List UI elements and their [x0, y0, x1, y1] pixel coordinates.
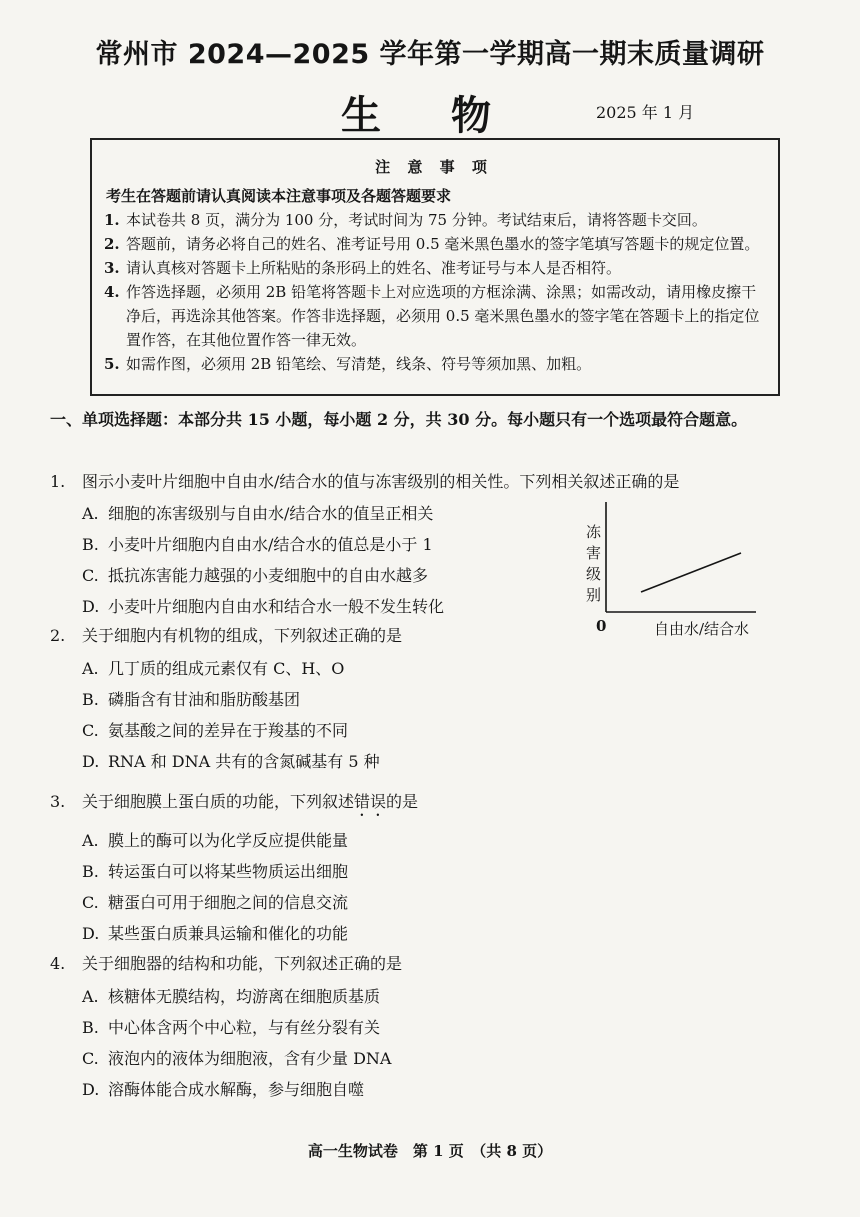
- option-label: D.: [82, 752, 100, 771]
- question-stem: [50, 470, 810, 494]
- exam-date: 2025 年 1 月: [596, 103, 695, 122]
- option-text: 几丁质的组成元素仅有 C、H、O: [108, 659, 345, 678]
- option-label: B.: [82, 1018, 99, 1037]
- notice-title: 注 意 事 项: [375, 158, 493, 176]
- option-b: [50, 684, 810, 715]
- notice-item-number: 5.: [104, 355, 120, 373]
- option-label: C.: [82, 1049, 99, 1068]
- option-label: A.: [82, 987, 99, 1006]
- option-text: 氨基酸之间的差异在于羧基的不同: [108, 721, 349, 740]
- question-4: [50, 952, 810, 1105]
- question-stem: [50, 790, 810, 820]
- notice-item: [104, 208, 764, 232]
- option-text: 中心体含两个中心粒，与有丝分裂有关: [108, 1018, 381, 1037]
- option-a: [50, 653, 810, 684]
- option-d: [50, 746, 810, 777]
- graph-ylabel: 别: [586, 586, 602, 604]
- notice-item-number: 4.: [104, 283, 120, 301]
- question-3: [50, 790, 810, 949]
- option-b: [50, 1012, 810, 1043]
- notice-item-number: 3.: [104, 259, 120, 277]
- option-text: 糖蛋白可用于细胞之间的信息交流: [108, 893, 349, 912]
- graph-xlabel: 自由水/结合水: [654, 620, 750, 638]
- emphasized-word: 错误: [354, 792, 387, 811]
- notice-item-text: 请认真核对答题卡上所粘贴的条形码上的姓名、准考证号与本人是否相符。: [126, 259, 622, 277]
- notice-item-number: 2.: [104, 235, 120, 253]
- question-2: [50, 624, 810, 777]
- option-text: 某些蛋白质兼具运输和催化的功能: [108, 924, 349, 943]
- question-text: [82, 790, 418, 820]
- question-number: 4.: [50, 954, 66, 973]
- graph-ylabel: 冻: [586, 523, 602, 541]
- option-c: [50, 715, 810, 746]
- option-label: C.: [82, 893, 99, 912]
- option-label: C.: [82, 566, 99, 585]
- option-label: D.: [82, 1080, 100, 1099]
- notice-intro: 考生在答题前请认真阅读本注意事项及各题答题要求: [106, 187, 452, 205]
- option-text: 小麦叶片细胞内自由水和结合水一般不发生转化: [108, 597, 445, 616]
- option-text: 小麦叶片细胞内自由水/结合水的值总是小于 1: [108, 535, 433, 554]
- notice-item-text: 本试卷共 8 页，满分为 100 分，考试时间为 75 分钟。考试结束后，请将答题卡交回。: [126, 211, 707, 229]
- notice-item-text: 如需作图，必须用 2B 铅笔绘、写清楚，线条、符号等须加黑、加粗。: [126, 355, 592, 373]
- option-b: [50, 856, 810, 887]
- question-text-part: 关于细胞膜上蛋白质的功能，下列叙述: [82, 792, 355, 811]
- graph-ylabel: 害: [586, 544, 602, 562]
- option-text: 核糖体无膜结构，均游离在细胞质基质: [108, 987, 381, 1006]
- question-stem: [50, 952, 810, 976]
- option-a: [50, 981, 810, 1012]
- option-text: 细胞的冻害级别与自由水/结合水的值呈正相关: [108, 504, 434, 523]
- exam-title: 常州市 2024—2025 学年第一学期高一期末质量调研: [95, 39, 765, 70]
- graph-trend-line: [641, 553, 741, 592]
- graph-ylabel: 级: [586, 565, 602, 583]
- page-footer: 高一生物试卷 第 1 页 （共 8 页）: [307, 1142, 553, 1160]
- question-text: 图示小麦叶片细胞中自由水/结合水的值与冻害级别的相关性。下列相关叙述正确的是: [82, 472, 680, 491]
- question-text: 关于细胞器的结构和功能，下列叙述正确的是: [82, 954, 403, 973]
- option-label: B.: [82, 535, 99, 554]
- option-text: 抵抗冻害能力越强的小麦细胞中的自由水越多: [108, 566, 429, 585]
- question-number: 1.: [50, 472, 66, 491]
- notice-item: [104, 352, 764, 376]
- option-text: RNA 和 DNA 共有的含氮碱基有 5 种: [108, 752, 380, 771]
- option-text: 转运蛋白可以将某些物质运出细胞: [108, 862, 349, 881]
- notice-item-text: 作答选择题，必须用 2B 铅笔将答题卡上对应选项的方框涂满、涂黑；如需改动，请用橡皮擦干净后，再选涂其他答案。作答非选择题，必须用 0.5 毫米黑色墨水的签字笔在答题卡上的指定位置作答，在其他位置作答一律无效。: [126, 283, 760, 349]
- option-text: 膜上的酶可以为化学反应提供能量: [108, 831, 349, 850]
- option-label: D.: [82, 597, 100, 616]
- subject-title: 生 物: [341, 93, 519, 139]
- option-d: [50, 918, 810, 949]
- question-stem: [50, 624, 810, 648]
- option-text: 液泡内的液体为细胞液，含有少量 DNA: [108, 1049, 392, 1068]
- option-text: 磷脂含有甘油和脂肪酸基团: [108, 690, 301, 709]
- option-c: [50, 1043, 810, 1074]
- section-heading: 一、单项选择题：本部分共 15 小题，每小题 2 分，共 30 分。每小题只有一个选项最符合题意。: [50, 410, 748, 429]
- notice-item: [104, 256, 764, 280]
- notice-item: [104, 232, 764, 256]
- option-label: A.: [82, 831, 99, 850]
- option-a: [50, 825, 810, 856]
- option-label: B.: [82, 690, 99, 709]
- option-d: [50, 1074, 810, 1105]
- notice-item-text: 答题前，请务必将自己的姓名、准考证号用 0.5 毫米黑色墨水的签字笔填写答题卡的规定位置。: [126, 235, 760, 253]
- notice-box: [90, 138, 780, 396]
- option-label: C.: [82, 721, 99, 740]
- option-label: D.: [82, 924, 100, 943]
- notice-item: [104, 280, 764, 352]
- option-label: A.: [82, 659, 99, 678]
- option-c: [50, 887, 810, 918]
- freeze-damage-graph: [586, 492, 786, 642]
- graph-origin: 0: [596, 617, 607, 635]
- option-text: 溶酶体能合成水解酶，参与细胞自噬: [108, 1080, 365, 1099]
- question-text-part: 的是: [386, 792, 419, 811]
- question-number: 3.: [50, 792, 66, 811]
- option-label: A.: [82, 504, 99, 523]
- option-label: B.: [82, 862, 99, 881]
- question-number: 2.: [50, 626, 66, 645]
- notice-item-number: 1.: [104, 211, 120, 229]
- question-text: 关于细胞内有机物的组成，下列叙述正确的是: [82, 626, 403, 645]
